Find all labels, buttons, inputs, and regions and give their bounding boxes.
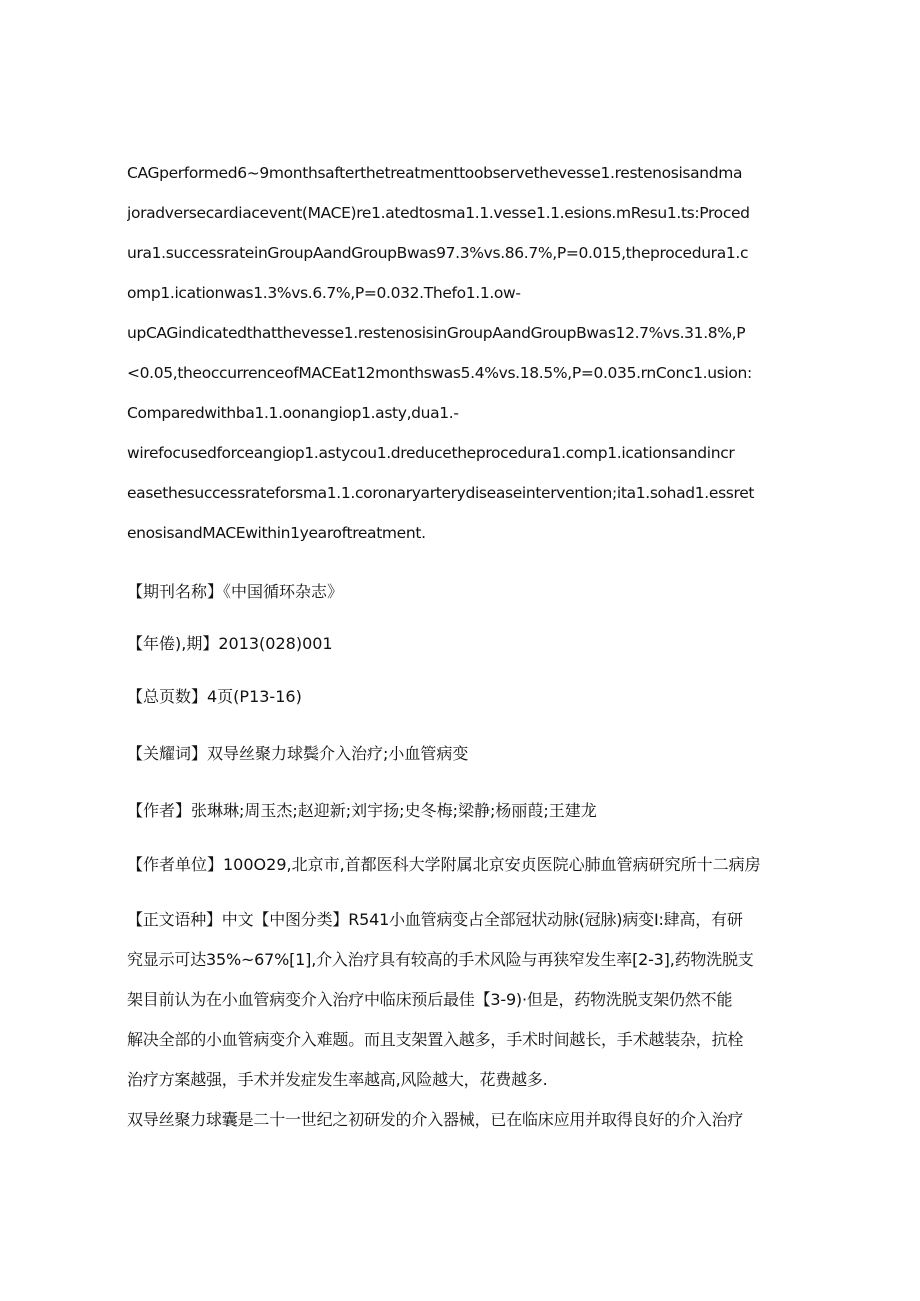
abstract-line: enosisandMACEwithin1yearoftreatment. <box>127 524 426 542</box>
body-line: 双导丝聚力球囊是二十一世纪之初研发的介入器械，已在临床应用并取得良好的介入治疗 <box>127 1110 744 1129</box>
affiliation: 【作者单位】100O29,北京市,首都医科大学附属北京安贞医院心肺血管病研究所十二病房 <box>127 855 761 874</box>
abstract-line: Comparedwithba1.1.oonangiop1.asty,dua1.- <box>127 404 459 422</box>
body-line: 解决全部的小血管病变介入难题。而且支架置入越多，手术时间越长，手术越装杂，抗栓 <box>127 1030 744 1049</box>
abstract-line: ura1.successrateinGroupAandGroupBwas97.3%vs.86.7%,P=0.015,theprocedura1.c <box>127 244 749 262</box>
abstract-line: joradversecardiacevent(MACE)re1.atedtosma1.1.vesse1.1.esions.mResu1.ts:Proced <box>127 204 750 222</box>
authors: 【作者】张琳琳;周玉杰;赵迎新;刘宇扬;史冬梅;梁静;杨丽葭;王建龙 <box>127 801 597 820</box>
abstract-line: easethesuccessrateforsma1.1.coronaryarterydiseaseintervention;ita1.sohad1.essret <box>127 484 755 502</box>
abstract-line: <0.05,theoccurrenceofMACEat12monthswas5.4%vs.18.5%,P=0.035.rnConc1.usion: <box>127 364 752 382</box>
english-abstract <box>127 158 799 558</box>
body-line: 【正文语种】中文【中图分类】R541小血管病变占全部冠状动脉(冠脉)病变I:肆高，有研 <box>127 910 743 929</box>
body-line: 治疗方案越强，手术并发症发生率越高,风险越大，花费越多. <box>127 1070 548 1089</box>
abstract-line: CAGperformed6~9monthsafterthetreatmenttoobservethevesse1.restenosisandma <box>127 164 743 182</box>
abstract-line: wirefocusedforceangiop1.astycou1.dreducetheprocedura1.comp1.icationsandincr <box>127 444 735 462</box>
page-count: 【总页数】4页(P13-16) <box>127 687 302 706</box>
body-text <box>127 905 799 1135</box>
abstract-line: upCAGindicatedthatthevesse1.restenosisinGroupAandGroupBwas12.7%vs.31.8%,P <box>127 324 746 342</box>
keywords: 【关耀词】双导丝聚力球鬓介入治疗;小血管病变 <box>127 744 469 763</box>
abstract-line: omp1.icationwas1.3%vs.6.7%,P=0.032.Thefo1.1.ow- <box>127 284 521 302</box>
body-line: 究显示可达35%~67%[1],介入治疗具有较高的手术风险与再狭窄发生率[2-3],药物洗脱支 <box>127 950 754 969</box>
body-line: 架目前认为在小血管病变介入治疗中临床预后最佳【3-9)·但是，药物洗脱支架仍然不能 <box>127 990 733 1009</box>
volume-issue: 【年倦),期】2013(028)001 <box>127 634 333 653</box>
journal-name: 【期刊名称】《中国循环杂志》 <box>127 582 344 601</box>
